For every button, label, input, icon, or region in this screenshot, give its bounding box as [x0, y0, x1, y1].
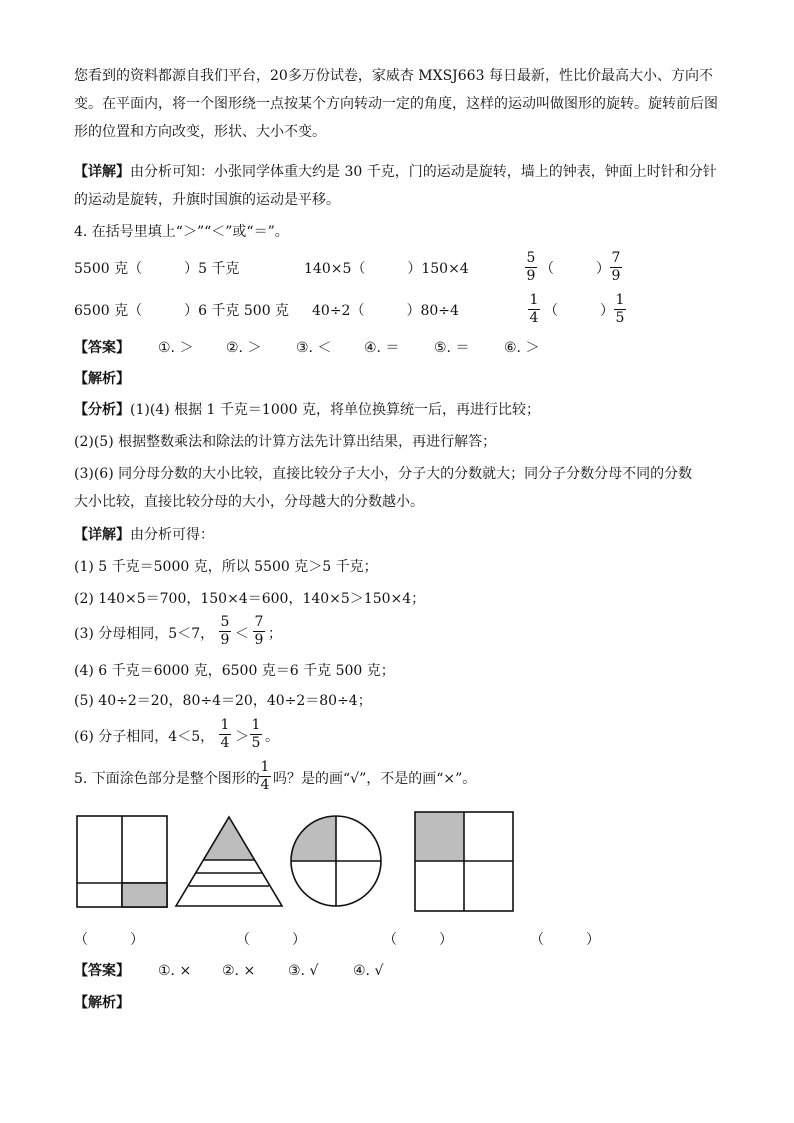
q4-row1-fraction-left [525, 250, 537, 285]
q4-detail-step-6-operator: ＞ [235, 729, 249, 745]
q4-row1-a: 5500 克（ ）5 千克 [74, 261, 240, 277]
q5-blank-2: （ ） [236, 932, 306, 948]
q4-row2-blank: （ ） [544, 303, 614, 319]
q4-analysis-line-1: (1)(4) 根据 1 千克＝1000 克，将单位换算统一后，再进行比较； [130, 402, 540, 418]
q3-detail [74, 158, 724, 214]
q5-figure-square [414, 811, 514, 912]
q4-row2-fraction-right [614, 292, 626, 327]
fraction-numerator: 1 [260, 759, 270, 775]
fraction-numerator: 7 [611, 250, 621, 266]
q5-figure-circle [289, 814, 383, 908]
q4-detail-step-3-operator: ＜ [235, 626, 249, 642]
q4-answer-4: ④. ＝ [364, 340, 400, 356]
q5-answer-label: 【答案】 [74, 963, 130, 979]
fraction-denominator: 4 [220, 735, 230, 751]
q4-analysis [74, 396, 724, 516]
fraction-numerator: 5 [220, 614, 230, 630]
q4-title: 4. 在括号里填上“＞”“＜”或“＝”。 [74, 224, 289, 240]
fraction-numerator: 1 [615, 292, 625, 308]
fraction-numerator: 5 [526, 250, 536, 266]
q4-row1-b: 140×5（ ）150×4 [304, 261, 469, 277]
q5-blank-1: （ ） [74, 932, 144, 948]
intro-paragraph [74, 62, 724, 146]
q4-detail-step-6-fraction-1 [219, 717, 231, 752]
q4-detail-step-3-fraction-1 [219, 614, 231, 649]
fraction-numerator: 1 [251, 717, 261, 733]
fraction-denominator: 4 [260, 777, 270, 793]
q4-analysis-label: 【解析】 [74, 371, 130, 387]
q4-detail-heading [74, 528, 214, 542]
q5-title-suffix: 吗？是的画“√”，不是的画“×”。 [273, 771, 477, 787]
q4-answer-6: ⑥. ＞ [504, 340, 540, 356]
fraction-denominator: 4 [529, 310, 539, 326]
q3-detail-line-2: 的运动是旋转，升旗时国旗的运动是平移。 [74, 192, 340, 208]
q4-detail-step-5: (5) 40÷2＝20，80÷4＝20，40÷2＝80÷4； [74, 693, 372, 709]
q4-analysis-line-4: 大小比较，直接比较分母的大小，分母越大的分数越小。 [74, 494, 424, 510]
q4-detail-intro: 由分析可得： [130, 527, 214, 543]
q5-blank-3: （ ） [383, 932, 453, 948]
fraction-numerator: 1 [220, 717, 230, 733]
q4-detail-step-6-suffix: 。 [265, 729, 279, 745]
fraction-numerator: 7 [254, 614, 264, 630]
q4-detail-step-2: (2) 140×5＝700，150×4＝600，140×5＞150×4； [74, 591, 426, 607]
q5-title-fraction [259, 759, 271, 794]
q4-detail-step-6-prefix: (6) 分子相同，4＜5， [74, 729, 215, 745]
fraction-denominator: 9 [220, 632, 230, 648]
fraction-denominator: 9 [611, 268, 621, 284]
q4-detail-step-3-suffix: ； [268, 626, 282, 642]
fraction-denominator: 5 [251, 735, 261, 751]
q5-analysis-label: 【解析】 [74, 995, 130, 1011]
q4-answer-label: 【答案】 [74, 340, 130, 356]
intro-line-1: 您看到的资料都源自我们平台，20多万份试卷，家威杏 MXSJ663 每日最新，性比价最高大小、方向不 [74, 68, 713, 84]
q4-detail-step-1: (1) 5 千克＝5000 克，所以 5500 克＞5 千克； [74, 559, 378, 575]
q4-row1-fraction-right [610, 250, 622, 285]
q3-detail-label: 【详解】 [74, 164, 130, 180]
q5-answer-1: ①. × [158, 963, 192, 979]
q5-answer-2: ②. × [222, 963, 256, 979]
q5-answer-3: ③. √ [288, 963, 319, 979]
q4-detail-label: 【详解】 [74, 527, 130, 543]
fraction-numerator: 1 [529, 292, 539, 308]
q4-detail-step-3-fraction-2 [253, 614, 265, 649]
q5-figure-rectangle [76, 815, 168, 908]
q4-analysis-line-2: (2)(5) 根据整数乘法和除法的计算方法先计算出结果，再进行解答； [74, 434, 497, 450]
q4-detail-step-6-fraction-2 [250, 717, 262, 752]
q4-answer-1: ①. ＞ [158, 340, 194, 356]
q4-row2-b: 40÷2（ ）80÷4 [312, 303, 459, 319]
q5-title-prefix: 5. 下面涂色部分是整个图形的 [74, 771, 260, 787]
fraction-denominator: 9 [254, 632, 264, 648]
q4-row2-a: 6500 克（ ）6 千克 500 克 [74, 303, 290, 319]
q4-row2-fraction-left [528, 292, 540, 327]
intro-line-2: 变。在平面内，将一个图形绕一点按某个方向转动一定的角度，这样的运动叫做图形的旋转。旋转前后图 [74, 96, 718, 112]
intro-line-3: 形的位置和方向改变，形状、大小不变。 [74, 124, 326, 140]
q4-answer-5: ⑤. ＝ [434, 340, 470, 356]
q4-row1-blank: （ ） [540, 261, 610, 277]
q4-detail-step-3-prefix: (3) 分母相同，5＜7， [74, 626, 215, 642]
q5-blank-4: （ ） [530, 932, 600, 948]
fraction-denominator: 9 [526, 268, 536, 284]
fraction-denominator: 5 [615, 310, 625, 326]
q4-analysis-sublabel: 【分析】 [74, 402, 130, 418]
q5-figure-triangle [174, 814, 284, 908]
q4-analysis-line-3: (3)(6) 同分母分数的大小比较，直接比较分子大小，分子大的分数就大；同分子分数分母不同的分数 [74, 466, 693, 482]
q4-detail-step-4: (4) 6 千克＝6000 克，6500 克＝6 千克 500 克； [74, 663, 395, 679]
q4-answer-2: ②. ＞ [226, 340, 262, 356]
q3-detail-line-1: 由分析可知：小张同学体重大约是 30 千克，门的运动是旋转，墙上的钟表，钟面上时针和分针 [130, 164, 717, 180]
q5-answer-4: ④. √ [353, 963, 384, 979]
q4-answer-3: ③. ＜ [296, 340, 332, 356]
